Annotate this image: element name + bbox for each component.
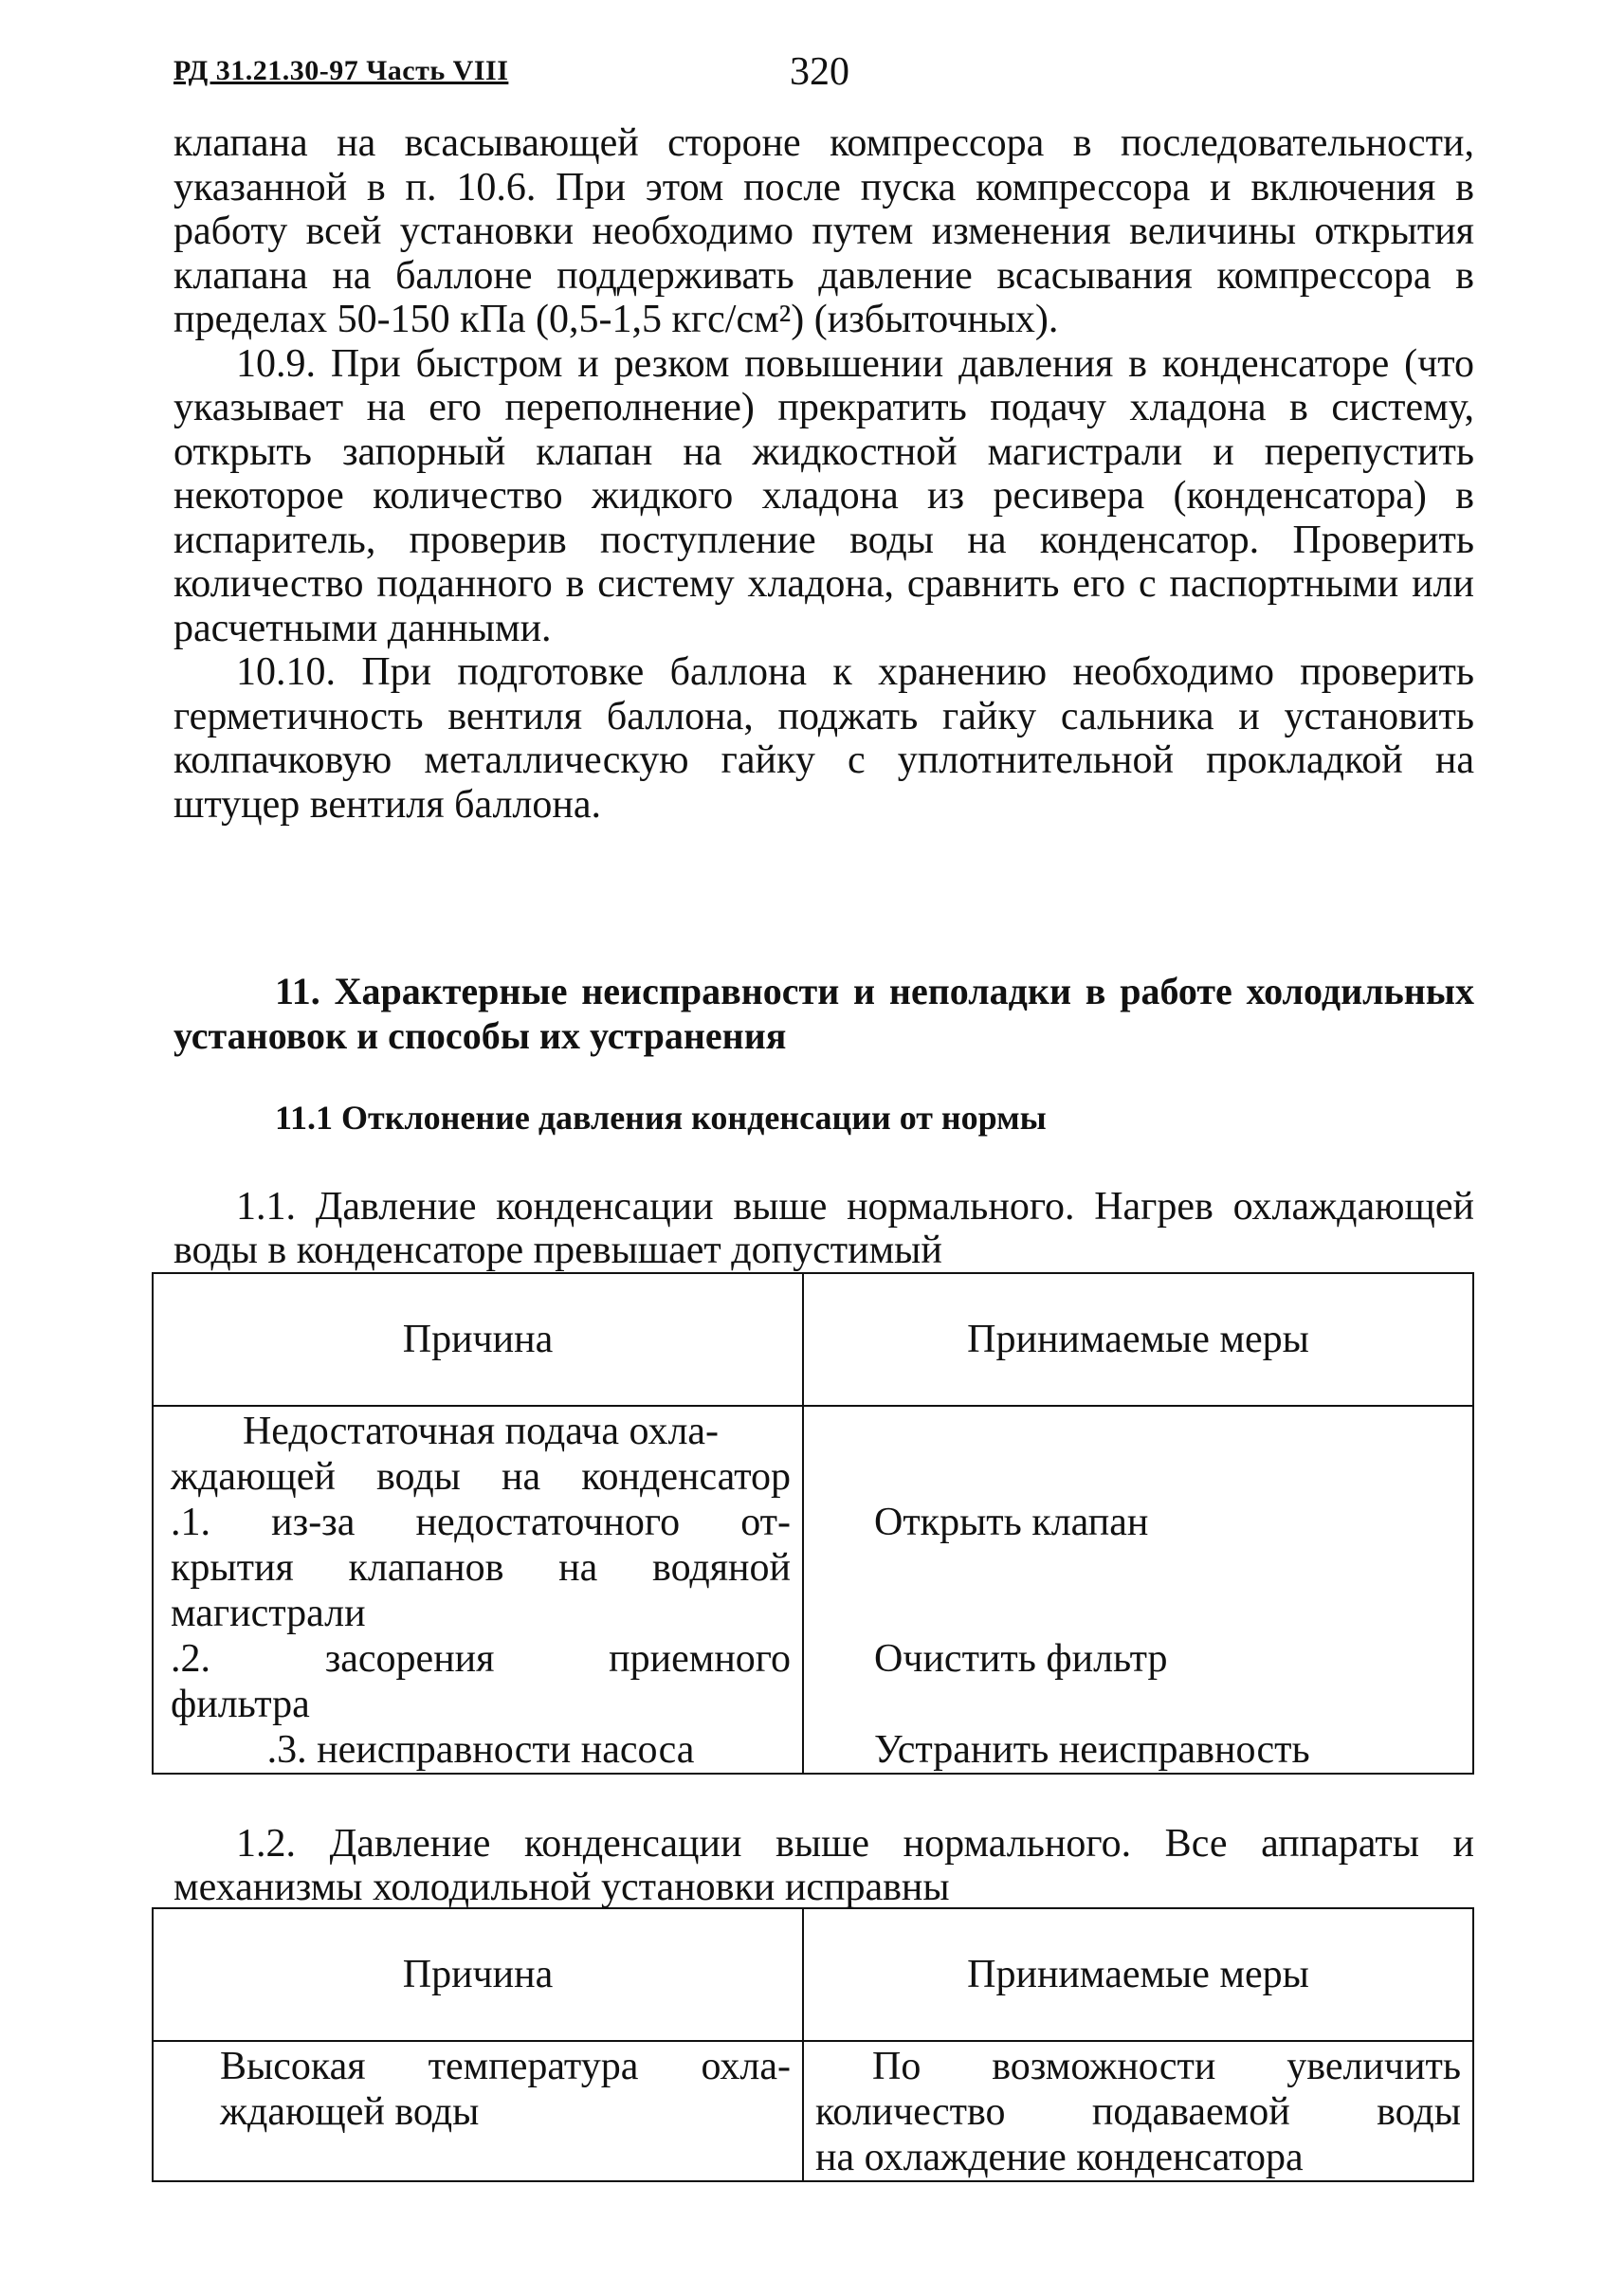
measure-line: количество подаваемой воды bbox=[815, 2090, 1461, 2134]
cause-line: крытия клапанов на водяной bbox=[171, 1546, 791, 1590]
table1-header-row bbox=[153, 1273, 1473, 1406]
table-1 bbox=[152, 1272, 1474, 1775]
measure-line: Устранить неисправность bbox=[874, 1728, 1310, 1772]
table1-body-row bbox=[153, 1406, 1473, 1774]
table1-header-measures: Принимаемые меры bbox=[803, 1273, 1473, 1406]
table2-cause-cell bbox=[153, 2041, 803, 2181]
body-text bbox=[173, 121, 1474, 827]
cause-line: .1. из-за недостаточного от- bbox=[171, 1501, 791, 1544]
table2-header-measures: Принимаемые меры bbox=[803, 1908, 1473, 2041]
cause-line: ждающей воды bbox=[220, 2090, 480, 2134]
measure-line: Очистить фильтр bbox=[874, 1637, 1168, 1681]
paragraph-10-10: 10.10. При подготовке баллона к хранению необходимо проверить герметичность вентиля баллона, поджать гайку сальника и установить колпачковую металлическую гайку с уплотнительной прокладкой на штуцер вентиля баллона. bbox=[173, 650, 1474, 827]
paragraph-10-9: 10.9. При быстром и резком повышении давления в конденсаторе (что указывает на его переполнение) прекратить подачу хладона в систему, открыть запорный клапан на жидкостной магистрали и перепустить некоторое количество жидкого хладона из ресивера (конденсатора) в испаритель, проверив поступление воды на конденсатор. Проверить количество поданного в систему хладона, сравнить его с паспортными или расчетными данными. bbox=[173, 341, 1474, 650]
cause-line: .2. засорения приемного bbox=[171, 1637, 791, 1681]
table2-header-row bbox=[153, 1908, 1473, 2041]
table1-measures-cell bbox=[803, 1406, 1473, 1774]
cause-line: магистрали bbox=[171, 1592, 366, 1635]
table1-cause-cell bbox=[153, 1406, 803, 1774]
cause-line: ждающей воды на конденсатор bbox=[171, 1455, 791, 1499]
cause-line: Недостаточная подача охла- bbox=[242, 1410, 720, 1453]
paragraph-continuation: клапана на всасывающей стороне компрессора в последовательности, указанной в п. 10.6. При этом после пуска компрессора и включения в работу всей установки необходимо путем изменения величины открытия клапана на баллоне поддерживать давление всасывания компрессора в пределах 50-150 кПа (0,5-1,5 кгс/см²) (избыточных). bbox=[173, 121, 1474, 341]
subsection-heading: 11.1 Отклонение давления конденсации от нормы bbox=[275, 1099, 1047, 1137]
document-code: РД 31.21.30-97 Часть VIII bbox=[173, 55, 509, 86]
measure-line: Открыть клапан bbox=[874, 1501, 1149, 1544]
cause-line: фильтра bbox=[171, 1683, 310, 1726]
table2-header-cause: Причина bbox=[153, 1908, 803, 2041]
measure-line: По возможности увеличить bbox=[872, 2045, 1461, 2088]
table2-measures-cell bbox=[803, 2041, 1473, 2181]
section-heading: 11. Характерные неисправности и неполадки в работе холодильных установок и способы их устранения bbox=[173, 970, 1474, 1057]
table-2 bbox=[152, 1907, 1474, 2182]
table2-intro: 1.2. Давление конденсации выше нормального. Все аппараты и механизмы холодильной установки исправны bbox=[173, 1822, 1474, 1909]
page-number: 320 bbox=[790, 50, 849, 94]
table2-body-row bbox=[153, 2041, 1473, 2181]
cause-line: .3. неисправности насоса bbox=[266, 1728, 695, 1772]
cause-line: Высокая температура охла- bbox=[220, 2045, 791, 2088]
measure-line: на охлаждение конденсатора bbox=[815, 2136, 1304, 2179]
table1-intro: 1.1. Давление конденсации выше нормального. Нагрев охлаждающей воды в конденсаторе превышает допустимый bbox=[173, 1185, 1474, 1272]
table1-header-cause: Причина bbox=[153, 1273, 803, 1406]
